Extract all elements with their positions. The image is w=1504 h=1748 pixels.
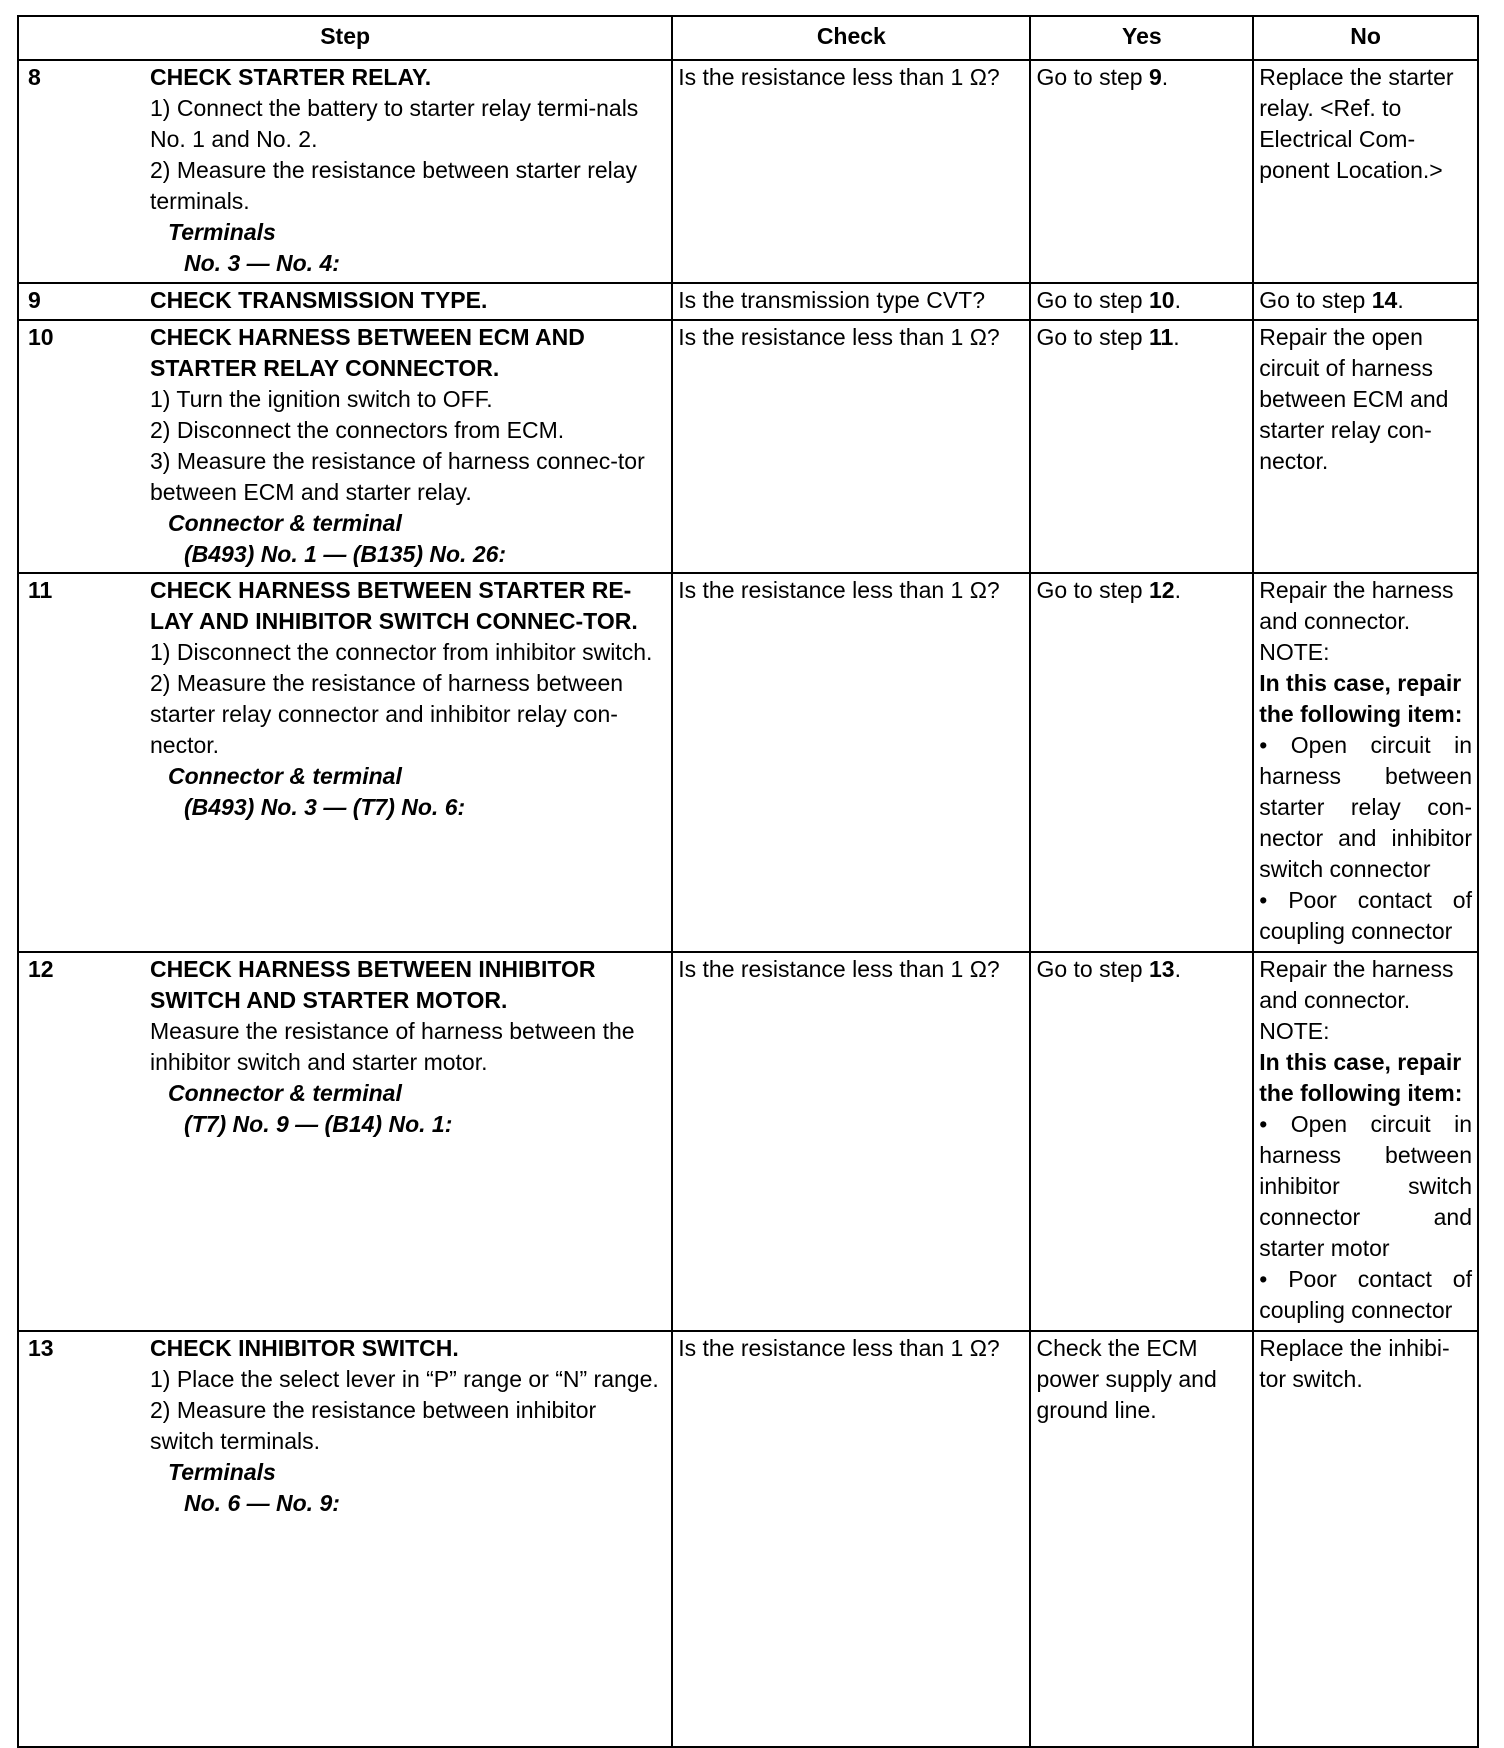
no-cell bbox=[1253, 952, 1478, 1331]
spec-label: Terminals bbox=[168, 1459, 276, 1485]
step-cell bbox=[18, 320, 672, 573]
table-row bbox=[18, 320, 1478, 573]
yes-step-ref: 9 bbox=[1148, 64, 1162, 90]
table-row bbox=[18, 1331, 1478, 1747]
no-cell bbox=[1253, 573, 1478, 952]
header-yes: Yes bbox=[1030, 16, 1253, 60]
header-step: Step bbox=[18, 16, 672, 60]
step-number: 9 bbox=[28, 287, 41, 313]
yes-cell bbox=[1030, 320, 1253, 573]
step-cell bbox=[18, 283, 672, 320]
yes-punct: . bbox=[1173, 324, 1180, 350]
yes-text: Go to step bbox=[1036, 324, 1149, 350]
no-cell: Repair the open circuit of harness between ECM and starter relay con-nector. bbox=[1253, 320, 1478, 573]
note-text: In this case, repair the following item: bbox=[1259, 1049, 1463, 1106]
yes-cell bbox=[1030, 952, 1253, 1331]
instruction: 1) Place the select lever in “P” range or “N” range. bbox=[150, 1366, 659, 1392]
yes-punct: . bbox=[1174, 287, 1181, 313]
step-number: 11 bbox=[28, 577, 53, 603]
step-number: 10 bbox=[28, 324, 54, 350]
note-text: In this case, repair the following item: bbox=[1259, 670, 1463, 727]
step-title: CHECK HARNESS BETWEEN ECM AND STARTER RELAY CONNECTOR. bbox=[150, 324, 585, 381]
step-title: CHECK HARNESS BETWEEN INHIBITOR SWITCH AND STARTER MOTOR. bbox=[150, 956, 596, 1013]
step-cell bbox=[18, 952, 672, 1331]
yes-text: Go to step bbox=[1036, 64, 1149, 90]
yes-step-ref: 11 bbox=[1148, 324, 1174, 350]
step-cell bbox=[18, 1331, 672, 1747]
instruction: 2) Measure the resistance of harness between starter relay connector and inhibitor relay con-nector. bbox=[150, 670, 624, 758]
instruction: 1) Connect the battery to starter relay termi-nals No. 1 and No. 2. bbox=[150, 95, 639, 152]
bullet-item: • Poor contact of coupling connector bbox=[1259, 1266, 1472, 1323]
instruction: Measure the resistance of harness between the inhibitor switch and starter motor. bbox=[150, 1018, 635, 1075]
yes-step-ref: 12 bbox=[1148, 577, 1175, 603]
diagnostic-table bbox=[17, 15, 1479, 1748]
step-number: 13 bbox=[28, 1335, 54, 1361]
header-no: No bbox=[1253, 16, 1478, 60]
yes-text: Go to step bbox=[1036, 577, 1149, 603]
no-cell: Replace the inhibi-tor switch. bbox=[1253, 1331, 1478, 1747]
check-cell: Is the resistance less than 1 Ω? bbox=[672, 320, 1030, 573]
header-check: Check bbox=[672, 16, 1030, 60]
yes-cell: Check the ECM power supply and ground line. bbox=[1030, 1331, 1253, 1747]
instruction: 2) Measure the resistance between inhibitor switch terminals. bbox=[150, 1397, 597, 1454]
spec-label: Connector & terminal bbox=[168, 510, 402, 536]
table-row bbox=[18, 573, 1478, 952]
step-cell bbox=[18, 60, 672, 283]
spec-label: Connector & terminal bbox=[168, 763, 402, 789]
note-label: NOTE: bbox=[1259, 639, 1330, 665]
spec-value: No. 3 — No. 4: bbox=[184, 250, 340, 276]
yes-cell bbox=[1030, 573, 1253, 952]
check-cell: Is the resistance less than 1 Ω? bbox=[672, 60, 1030, 283]
yes-cell bbox=[1030, 60, 1253, 283]
spec-label: Connector & terminal bbox=[168, 1080, 402, 1106]
no-text: Repair the harness and connector. bbox=[1259, 956, 1454, 1013]
instruction: 1) Turn the ignition switch to OFF. bbox=[150, 386, 493, 412]
no-cell bbox=[1253, 283, 1478, 320]
bullet-item: • Poor contact of coupling connector bbox=[1259, 887, 1472, 944]
no-text: Go to step bbox=[1259, 287, 1372, 313]
yes-punct: . bbox=[1161, 64, 1169, 90]
step-cell bbox=[18, 573, 672, 952]
step-title: CHECK STARTER RELAY. bbox=[150, 64, 432, 90]
bullet-item: • Open circuit in harness between starter relay con-nector and inhibitor switch connector bbox=[1259, 732, 1472, 882]
check-cell: Is the resistance less than 1 Ω? bbox=[672, 1331, 1030, 1747]
no-cell: Replace the starter relay. <Ref. to Electrical Com-ponent Location.> bbox=[1253, 60, 1478, 283]
table-row bbox=[18, 60, 1478, 283]
check-cell: Is the resistance less than 1 Ω? bbox=[672, 952, 1030, 1331]
step-title: CHECK HARNESS BETWEEN STARTER RE-LAY AND INHIBITOR SWITCH CONNEC-TOR. bbox=[150, 577, 638, 634]
instruction: 2) Measure the resistance between starter relay terminals. bbox=[150, 157, 638, 214]
instruction: 2) Disconnect the connectors from ECM. bbox=[150, 417, 565, 443]
bullet-item: • Open circuit in harness between inhibitor switch connector and starter motor bbox=[1259, 1111, 1472, 1261]
table-row bbox=[18, 283, 1478, 320]
step-title: CHECK INHIBITOR SWITCH. bbox=[150, 1335, 459, 1361]
step-title: CHECK TRANSMISSION TYPE. bbox=[150, 287, 488, 313]
note-label: NOTE: bbox=[1259, 1018, 1330, 1044]
yes-punct: . bbox=[1174, 577, 1181, 603]
yes-punct: . bbox=[1174, 956, 1181, 982]
no-punct: . bbox=[1397, 287, 1404, 313]
header-row bbox=[18, 16, 1478, 60]
yes-text: Go to step bbox=[1036, 287, 1149, 313]
step-number: 12 bbox=[28, 956, 54, 982]
spec-value: (T7) No. 9 — (B14) No. 1: bbox=[184, 1111, 453, 1137]
yes-step-ref: 13 bbox=[1148, 956, 1175, 982]
table-row bbox=[18, 952, 1478, 1331]
yes-step-ref: 10 bbox=[1148, 287, 1175, 313]
spec-label: Terminals bbox=[168, 219, 276, 245]
step-number: 8 bbox=[28, 64, 41, 90]
yes-cell bbox=[1030, 283, 1253, 320]
no-text: Repair the harness and connector. bbox=[1259, 577, 1454, 634]
instruction: 3) Measure the resistance of harness connec-tor between ECM and starter relay. bbox=[150, 448, 645, 505]
spec-value: (B493) No. 3 — (T7) No. 6: bbox=[184, 794, 466, 820]
check-cell: Is the resistance less than 1 Ω? bbox=[672, 573, 1030, 952]
check-cell: Is the transmission type CVT? bbox=[672, 283, 1030, 320]
yes-text: Go to step bbox=[1036, 956, 1149, 982]
no-step-ref: 14 bbox=[1371, 287, 1398, 313]
spec-value: No. 6 — No. 9: bbox=[184, 1490, 340, 1516]
spec-value: (B493) No. 1 — (B135) No. 26: bbox=[184, 541, 507, 567]
instruction: 1) Disconnect the connector from inhibitor switch. bbox=[150, 639, 653, 665]
